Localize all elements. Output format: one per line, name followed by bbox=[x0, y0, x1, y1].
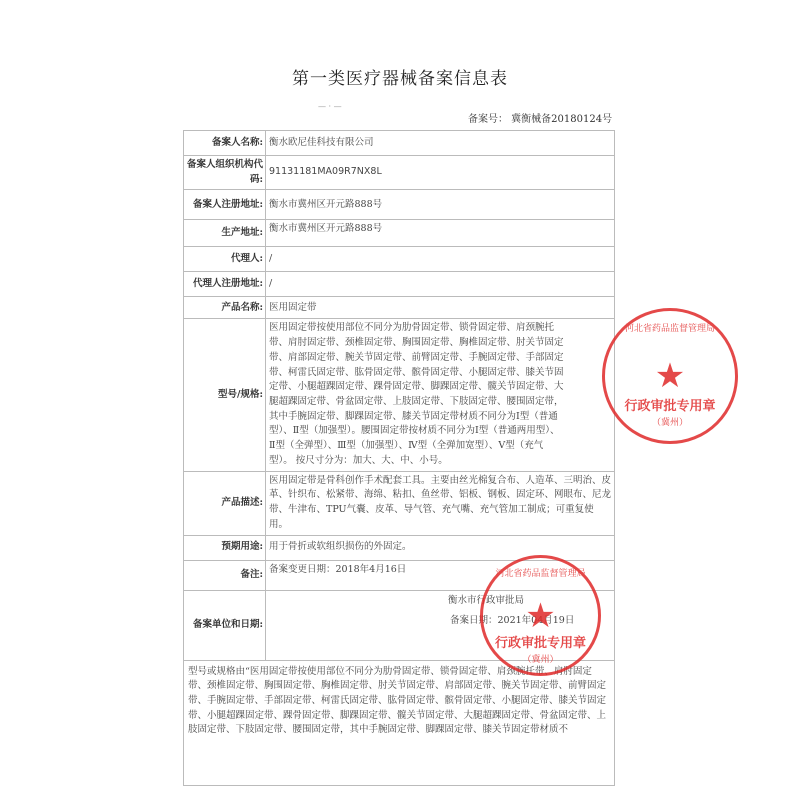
row-label: 备案人名称: bbox=[184, 131, 266, 156]
table-row bbox=[184, 247, 615, 272]
registration-table bbox=[183, 130, 615, 786]
stamp-branch: （冀州） bbox=[651, 418, 688, 428]
star-icon: ★ bbox=[654, 356, 686, 396]
stamp-seal: 行政审批专用章 bbox=[494, 636, 586, 651]
row-value: 医用固定带按使用部位不同分为肋骨固定带、锁骨固定带、肩颈腕托带、肩肘固定带、颈椎固定带、胸围固定带、胸椎固定带、肘关节固定带、肩部固定带、腕关节固定带、前臂固定带、手腕固定带、手部固定带、柯雷氏固定带、肱骨固定带、髌骨固定带、小腿固定带、膝关节固定带、小腿超踝固定带、踝骨固定带、脚踝固定带、髋关节固定带、大腿超踝固定带、骨盆固定带、上肢固定带、下肢固定带、腰围固定带，其中手腕固定带、脚踝固定带、膝关节固定带材质不同分为Ⅰ型（普通型）、Ⅱ型（加强型）。腰围固定带按材质不同分为Ⅰ型（普通两用型）、Ⅱ型（全弹型）、Ⅲ型（加强型）、Ⅳ型（全弹加宽型）、Ⅴ型（充气型）。 按尺寸分为：加大、大、中、小号。 bbox=[266, 319, 615, 471]
stamp-branch: （冀州） bbox=[522, 655, 559, 665]
stamp-org: 河北省药品监督管理局 bbox=[624, 324, 715, 334]
record-number: 备案号： 冀衡械备20180124号 bbox=[468, 114, 613, 125]
row-value: 备案变更日期：2018年4月16日 bbox=[266, 560, 615, 590]
table-row bbox=[184, 272, 615, 297]
row-label: 型号/规格: bbox=[184, 319, 266, 471]
official-stamp-center bbox=[480, 555, 601, 676]
row-value: 衡水市冀州区开元路888号 bbox=[266, 190, 615, 220]
row-label: 产品描述: bbox=[184, 471, 266, 535]
table-row bbox=[184, 190, 615, 220]
table-row bbox=[184, 220, 615, 247]
stamp-org: 河北省药品监督管理局 bbox=[495, 569, 586, 579]
row-label: 生产地址: bbox=[184, 220, 266, 247]
row-label: 代理人: bbox=[184, 247, 266, 272]
table-row bbox=[184, 660, 615, 785]
row-label: 备注: bbox=[184, 560, 266, 590]
row-value: / bbox=[266, 272, 615, 297]
row-label: 预期用途: bbox=[184, 535, 266, 560]
row-label: 备案人注册地址: bbox=[184, 190, 266, 220]
row-label: 代理人注册地址: bbox=[184, 272, 266, 297]
row-value: 用于骨折或软组织损伤的外固定。 bbox=[266, 535, 615, 560]
row-value: 91131181MA09R7NX8L bbox=[266, 156, 615, 190]
row-value: 衡水市冀州区开元路888号 bbox=[266, 220, 615, 247]
row-label: 备案单位和日期: bbox=[184, 590, 266, 660]
decorative-mark: — · — bbox=[318, 102, 342, 111]
official-stamp-right bbox=[602, 308, 738, 444]
signoff-unit: 衡水市行政审批局 bbox=[448, 595, 525, 606]
table-row bbox=[184, 156, 615, 190]
table-row bbox=[184, 297, 615, 319]
row-value: 衡水欧尼佳科技有限公司 bbox=[266, 131, 615, 156]
stamp-seal: 行政审批专用章 bbox=[624, 399, 716, 414]
signoff-date: 备案日期：2021年04月19日 bbox=[450, 615, 575, 626]
row-value: 医用固定带是骨科创作手术配套工具。主要由丝光棉复合布、人造革、三明治、皮革、针织布、松紧带、海绵、粘扣、鱼丝带、铝板、钢板、固定环、网眼布、尼龙带、牛津布、TPU气囊、皮革、导气管、充气嘴、充气管加工制成；可重复使用。 bbox=[266, 471, 615, 535]
document-title: 第一类医疗器械备案信息表 bbox=[292, 69, 508, 89]
change-note: 型号或规格由“医用固定带按使用部位不同分为肋骨固定带、锁骨固定带、肩颈腕托带、肩肘固定带、颈椎固定带、胸围固定带、胸椎固定带、肘关节固定带、肩部固定带、腕关节固定带、前臂固定带、手腕固定带、手部固定带、柯雷氏固定带、肱骨固定带、髌骨固定带、小腿固定带、膝关节固定带、小腿超踝固定带、踝骨固定带、脚踝固定带、髋关节固定带、大腿超踝固定带、骨盆固定带、上肢固定带、下肢固定带、腰围固定带，其中手腕固定带、脚踝固定带、膝关节固定带材质不 bbox=[184, 660, 615, 785]
row-label: 产品名称: bbox=[184, 297, 266, 319]
star-icon: ★ bbox=[525, 595, 556, 636]
row-value: / bbox=[266, 247, 615, 272]
table-row bbox=[184, 131, 615, 156]
row-value: 医用固定带 bbox=[266, 297, 615, 319]
table-row bbox=[184, 471, 615, 535]
row-label: 备案人组织机构代码: bbox=[184, 156, 266, 190]
table-row bbox=[184, 319, 615, 471]
